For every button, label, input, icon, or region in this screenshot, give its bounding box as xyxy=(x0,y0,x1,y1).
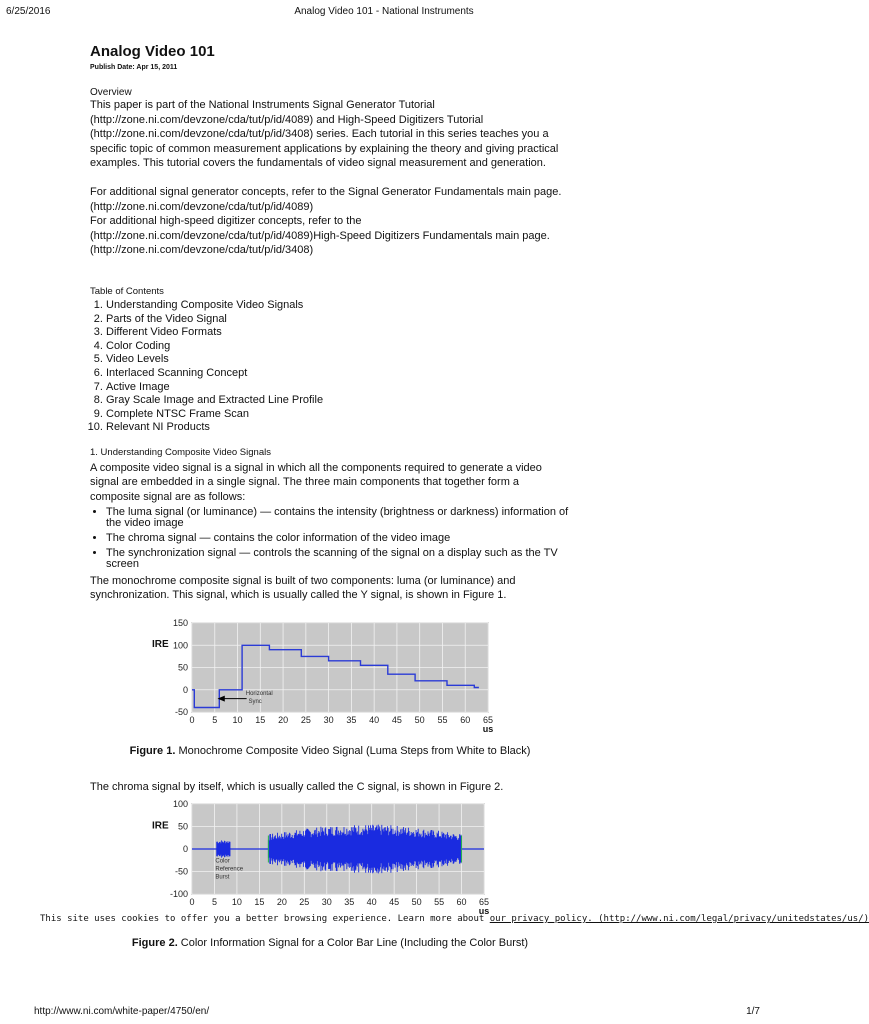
y-tick-label: 50 xyxy=(177,821,188,832)
figure-1-chart xyxy=(150,614,495,744)
toc-item[interactable]: 7. Active Image xyxy=(106,381,570,395)
toc-heading: Table of Contents xyxy=(90,285,164,297)
x-tick-label: 45 xyxy=(391,715,402,725)
print-header xyxy=(0,0,768,28)
signal-generator-paragraph: For additional signal generator concepts, refer to the Signal Generator Fundamentals main page. (http://zone.ni.com/devzone/cda/tut/p/id/4089) xyxy=(90,185,562,213)
cookie-banner xyxy=(40,914,869,924)
y-tick-label: -50 xyxy=(174,707,188,717)
y-tick-label: 0 xyxy=(182,844,188,854)
figure-2-chart xyxy=(150,798,495,916)
x-tick-label: 35 xyxy=(344,897,355,907)
toc-item[interactable]: 4. Color Coding xyxy=(106,340,570,354)
x-tick-label: 35 xyxy=(346,715,357,725)
x-tick-label: 10 xyxy=(232,715,243,725)
print-title: Analog Video 101 - National Instruments xyxy=(294,6,474,17)
x-tick-label: 40 xyxy=(366,897,377,907)
y-tick-label: 100 xyxy=(172,799,188,809)
x-tick-label: 10 xyxy=(231,897,242,907)
y-axis-label: IRE xyxy=(152,820,169,832)
x-tick-label: 20 xyxy=(276,897,287,907)
x-tick-label: 65 xyxy=(482,715,494,725)
x-tick-label: 25 xyxy=(299,897,310,907)
x-tick-label: 40 xyxy=(369,715,380,725)
x-axis-label: us xyxy=(478,906,490,916)
overview-heading: Overview xyxy=(90,87,132,98)
list-item: • The luma signal (or luminance) — contains the intensity (brightness or darkness) information of the video image xyxy=(106,507,570,529)
print-url: http://www.ni.com/white-paper/4750/en/ xyxy=(34,1006,210,1017)
toc-item[interactable]: 5. Video Levels xyxy=(106,353,570,367)
list-item: • The chroma signal — contains the color information of the video image xyxy=(106,533,570,544)
toc-item[interactable]: 1. Understanding Composite Video Signals xyxy=(106,299,570,313)
toc-item[interactable]: 6. Interlaced Scanning Concept xyxy=(106,367,570,381)
section-1-intro: A composite video signal is a signal in which all the components required to generate a video signal are embedded in a single signal. The three main components that together form a composite signal are as follows: xyxy=(90,461,542,504)
monochrome-paragraph: The monochrome composite signal is built of two components: luma (or luminance) and synchronization. This signal, which is usually called the Y signal, is shown in Figure 1. xyxy=(90,574,516,602)
privacy-policy-link[interactable]: our privacy policy. (http://www.ni.com/legal/privacy/unitedstates/us/) xyxy=(489,914,869,924)
y-tick-label: -50 xyxy=(174,866,188,877)
x-tick-label: 0 xyxy=(189,715,195,725)
x-tick-label: 55 xyxy=(437,715,448,725)
publish-date: Publish Date: Apr 15, 2011 xyxy=(90,64,178,71)
y-tick-label: -100 xyxy=(169,889,188,899)
figure-1-caption xyxy=(90,745,570,757)
y-tick-label: 100 xyxy=(172,640,188,651)
toc-item[interactable]: 8. Gray Scale Image and Extracted Line Profile xyxy=(106,394,570,408)
x-tick-label: 20 xyxy=(278,715,289,725)
y-tick-label: 50 xyxy=(177,662,188,673)
annotation-label: Color Reference Burst xyxy=(215,858,244,881)
x-tick-label: 15 xyxy=(255,715,266,725)
print-date: 6/25/2016 xyxy=(6,6,51,17)
x-tick-label: 0 xyxy=(189,897,195,907)
x-tick-label: 50 xyxy=(414,715,425,725)
overview-paragraph: This paper is part of the National Instruments Signal Generator Tutorial (http://zone.ni.com/devzone/cda/tut/p/id/4089) and High-Speed Digitizers Tutorial (http://zone.ni.com/devzone/cda/tut/p/id/3408) series. Each tutorial in this series teaches you a specific topic of common measurement applications by explaining the theory and giving practical examples. This tutorial covers the fundamentals of video signal measurement and generation. xyxy=(90,99,559,170)
toc-item[interactable]: 10. Relevant NI Products xyxy=(106,421,570,435)
x-tick-label: 60 xyxy=(456,897,467,907)
digitizer-paragraph: For additional high-speed digitizer concepts, refer to the (http://zone.ni.com/devzone/cda/tut/p/id/4089)High-Speed Digitizers Fundamentals main page. (http://zone.ni.com/devzone/cda/tut/p/id/3408) xyxy=(90,215,550,257)
y-tick-label: 0 xyxy=(182,684,188,695)
chroma-paragraph: The chroma signal by itself, which is usually called the C signal, is shown in Figure 2. xyxy=(90,781,504,793)
print-footer xyxy=(0,1002,768,1024)
x-tick-label: 50 xyxy=(411,897,422,907)
toc-item[interactable]: 3. Different Video Formats xyxy=(106,326,570,340)
x-tick-label: 30 xyxy=(321,897,332,907)
x-axis-label: us xyxy=(482,724,494,734)
figure-1-text: Monochrome Composite Video Signal (Luma Steps from White to Black) xyxy=(175,745,531,757)
section-1-heading: 1. Understanding Composite Video Signals xyxy=(90,446,271,458)
figure-2-caption xyxy=(90,937,570,949)
x-tick-label: 55 xyxy=(434,897,445,907)
y-tick-label: 150 xyxy=(172,618,188,628)
y-axis-label: IRE xyxy=(152,639,169,651)
list-item: • The synchronization signal — controls the scanning of the signal on a display such as the TV screen xyxy=(106,548,570,570)
x-tick-label: 5 xyxy=(212,715,218,725)
table-of-contents xyxy=(90,299,570,435)
annotation-label: Horizontal Sync xyxy=(245,690,273,705)
page-title: Analog Video 101 xyxy=(90,43,215,60)
x-tick-label: 25 xyxy=(300,715,311,725)
page-number: 1/7 xyxy=(746,1006,760,1017)
x-tick-label: 45 xyxy=(389,897,400,907)
toc-item[interactable]: 2. Parts of the Video Signal xyxy=(106,313,570,327)
figure-1-label: Figure 1. xyxy=(129,745,176,757)
x-tick-label: 15 xyxy=(254,897,265,907)
x-tick-label: 30 xyxy=(323,715,334,725)
figure-2-label: Figure 2. xyxy=(131,937,178,949)
color-burst xyxy=(217,840,230,857)
x-tick-label: 65 xyxy=(478,897,490,907)
toc-item[interactable]: 9. Complete NTSC Frame Scan xyxy=(106,408,570,422)
cookie-text: This site uses cookies to offer you a better browsing experience. Learn more about xyxy=(40,914,490,924)
figure-2-text: Color Information Signal for a Color Bar Line (Including the Color Burst) xyxy=(177,937,529,949)
x-tick-label: 60 xyxy=(460,715,471,725)
x-tick-label: 5 xyxy=(211,897,217,907)
article xyxy=(90,42,570,603)
component-list xyxy=(90,507,570,570)
